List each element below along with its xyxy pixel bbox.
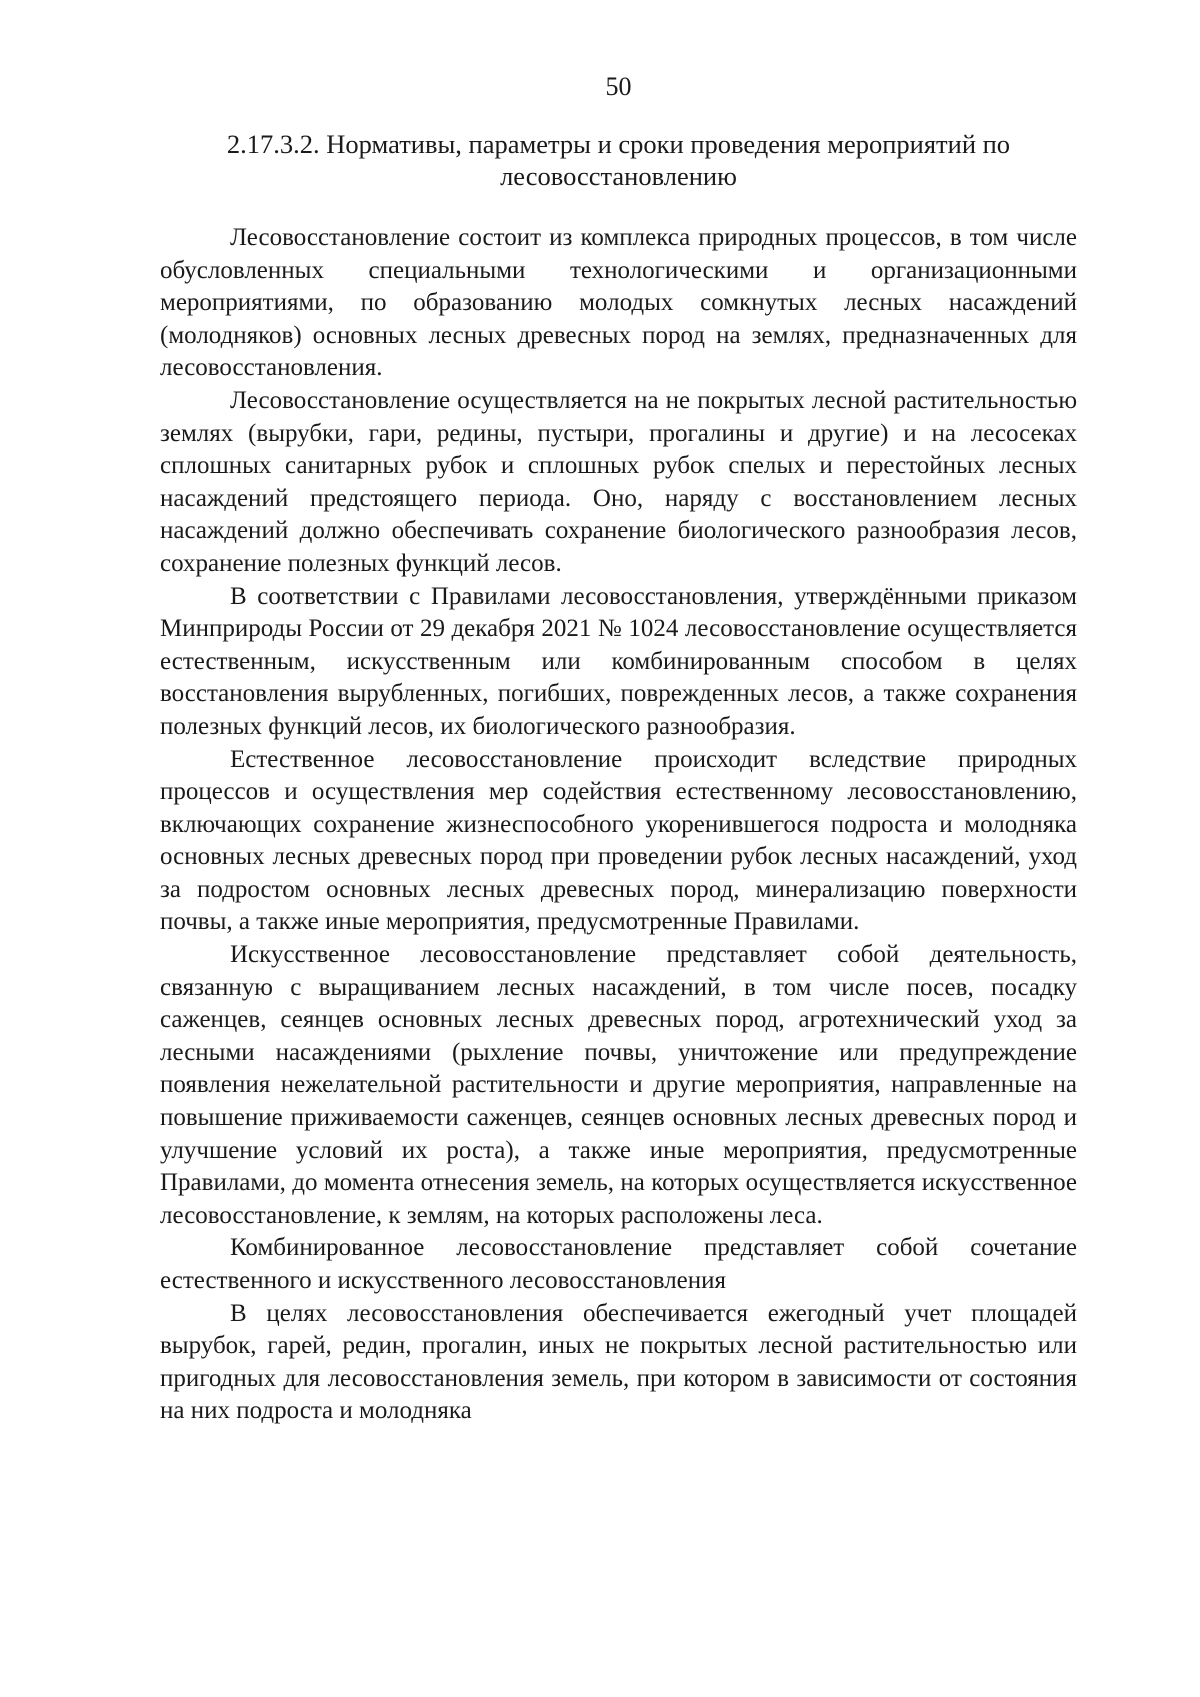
paragraph: В целях лесовосстановления обеспечивается ежегодный учет площадей вырубок, гарей, редин, прогалин, иных не покрытых лесной растительностью или пригодных для лесовосстановления земель, при котором в зависимости от состояния на них подроста и молодняка xyxy=(160,1299,1077,1425)
paragraph: В соответствии с Правилами лесовосстановления, утверждёнными приказом Минприроды России от 29 декабря 2021 № 1024 лесовосстановление осуществляется естественным, искусственным или комбинированным способом в целях восстановления вырубленных, погибших, поврежденных лесов, а также сохранения полезных функций лесов, их биологического разнообразия. xyxy=(160,582,1077,740)
paragraph: Искусственное лесовосстановление представляет собой деятельность, связанную с выращиванием лесных насаждений, в том числе посев, посадку саженцев, сеянцев основных лесных древесных пород, агротехнический уход за лесными насаждениями (рыхление почвы, уничтожение или предупреждение появления нежелательной растительности и другие мероприятия, направленные на повышение приживаемости саженцев, сеянцев основных лесных древесных пород и улучшение условий их роста), а также иные мероприятия, предусмотренные Правилами, до момента отнесения земель, на которых осуществляется искусственное лесовосстановление, к землям, на которых расположены леса. xyxy=(160,941,1077,1229)
paragraph: Естественное лесовосстановление происходит вследствие природных процессов и осуществления мер содействия естественному лесовосстановлению, включающих сохранение жизнеспособного укоренившегося подроста и молодняка основных лесных древесных пород при проведении рубок лесных насаждений, уход за подростом основных лесных древесных пород, минерализацию поверхности почвы, а также иные мероприятия, предусмотренные Правилами. xyxy=(160,745,1077,936)
page-number: 50 xyxy=(605,72,632,101)
paragraph: Лесовосстановление состоит из комплекса природных процессов, в том числе обусловленных специальными технологическими и организационными мероприятиями, по образованию молодых сомкнутых лесных насаждений (молодняков) основных лесных древесных пород на землях, предназначенных для лесовосстановления. xyxy=(160,224,1077,382)
body-text xyxy=(160,222,1077,1428)
paragraph: Комбинированное лесовосстановление представляет собой сочетание естественного и искусственного лесовосстановления xyxy=(160,1234,1077,1294)
section-heading: 2.17.3.2. Нормативы, параметры и сроки проведения мероприятий по лесовосстановлению xyxy=(226,129,1011,191)
paragraph: Лесовосстановление осуществляется на не покрытых лесной растительностью землях (вырубки, гари, редины, пустыри, прогалины и другие) и на лесосеках сплошных санитарных рубок и сплошных рубок спелых и перестойных лесных насаждений предстоящего периода. Оно, наряду с восстановлением лесных насаждений должно обеспечивать сохранение биологического разнообразия лесов, сохранение полезных функций лесов. xyxy=(160,386,1077,577)
